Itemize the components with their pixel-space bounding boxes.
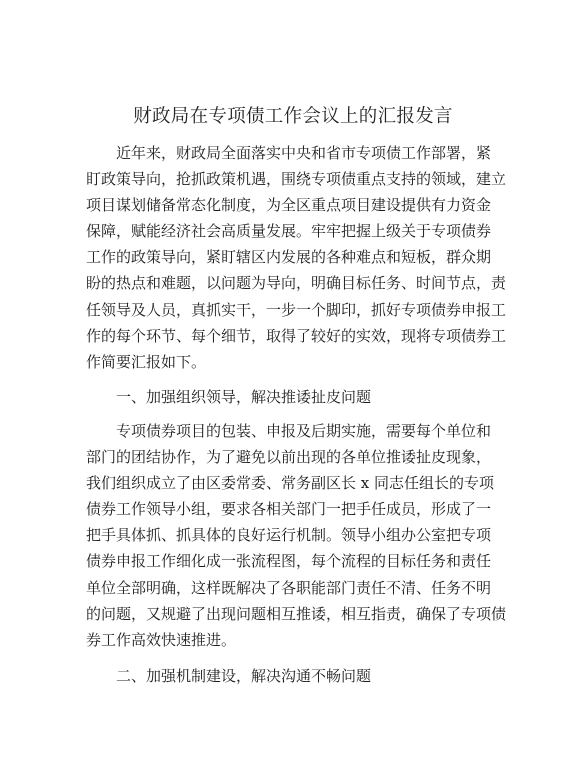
intro-line: 近年来，财政局全面落实中央和省市专项债工作部署，紧 xyxy=(116,144,492,162)
intro-line: 盯政策导向，抢抓政策机遇，围绕专项债重点支持的领域，建立 xyxy=(86,170,506,189)
intro-line: 工作的政策导向，紧盯辖区内发展的各种难点和短板，群众期 xyxy=(86,248,492,267)
section1-line: 我们组织成立了由区委常委、常务副区长 x 同志任组长的专项 xyxy=(86,474,494,493)
section1-paragraph xyxy=(86,418,506,653)
section1-line: 债券申报工作细化成一张流程图，每个流程的目标任务和责任 xyxy=(86,552,492,571)
section-heading-1: 一、加强组织领导，解决推诿扯皮问题 xyxy=(116,388,372,406)
intro-line: 任领导及人员，真抓实干，一步一个脚印，抓好专项债券申报工 xyxy=(86,300,506,319)
intro-paragraph xyxy=(86,140,506,375)
section-heading-2: 二、加强机制建设，解决沟通不畅问题 xyxy=(116,667,372,685)
section1-line: 部门的团结协作，为了避免以前出现的各单位推诿扯皮现象， xyxy=(86,448,492,467)
intro-line: 项目谋划储备常态化制度，为全区重点项目建设提供有力资金 xyxy=(86,196,492,215)
document-title: 财政局在专项债工作会议上的汇报发言 xyxy=(133,106,453,127)
intro-line: 作的每个环节、每个细节，取得了较好的实效，现将专项债券工 xyxy=(86,326,506,345)
intro-line: 盼的热点和难题，以问题为导向，明确目标任务、时间节点，责 xyxy=(86,274,506,293)
section1-line: 债券工作领导小组，要求各相关部门一把手任成员，形成了一 xyxy=(86,500,492,519)
intro-line: 保障，赋能经济社会高质量发展。牢牢把握上级关于专项债券 xyxy=(86,222,492,241)
section1-line: 把手具体抓、抓具体的良好运行机制。领导小组办公室把专项 xyxy=(86,526,492,545)
intro-line: 作简要汇报如下。 xyxy=(86,352,207,371)
section1-line: 单位全部明确，这样既解决了各职能部门责任不清、任务不明 xyxy=(86,578,492,597)
section1-line: 的问题，又规避了出现问题相互推诿，相互指责，确保了专项债 xyxy=(86,604,506,623)
section1-line: 专项债券项目的包装、申报及后期实施，需要每个单位和 xyxy=(116,422,492,440)
section1-line: 券工作高效快速推进。 xyxy=(86,630,237,649)
